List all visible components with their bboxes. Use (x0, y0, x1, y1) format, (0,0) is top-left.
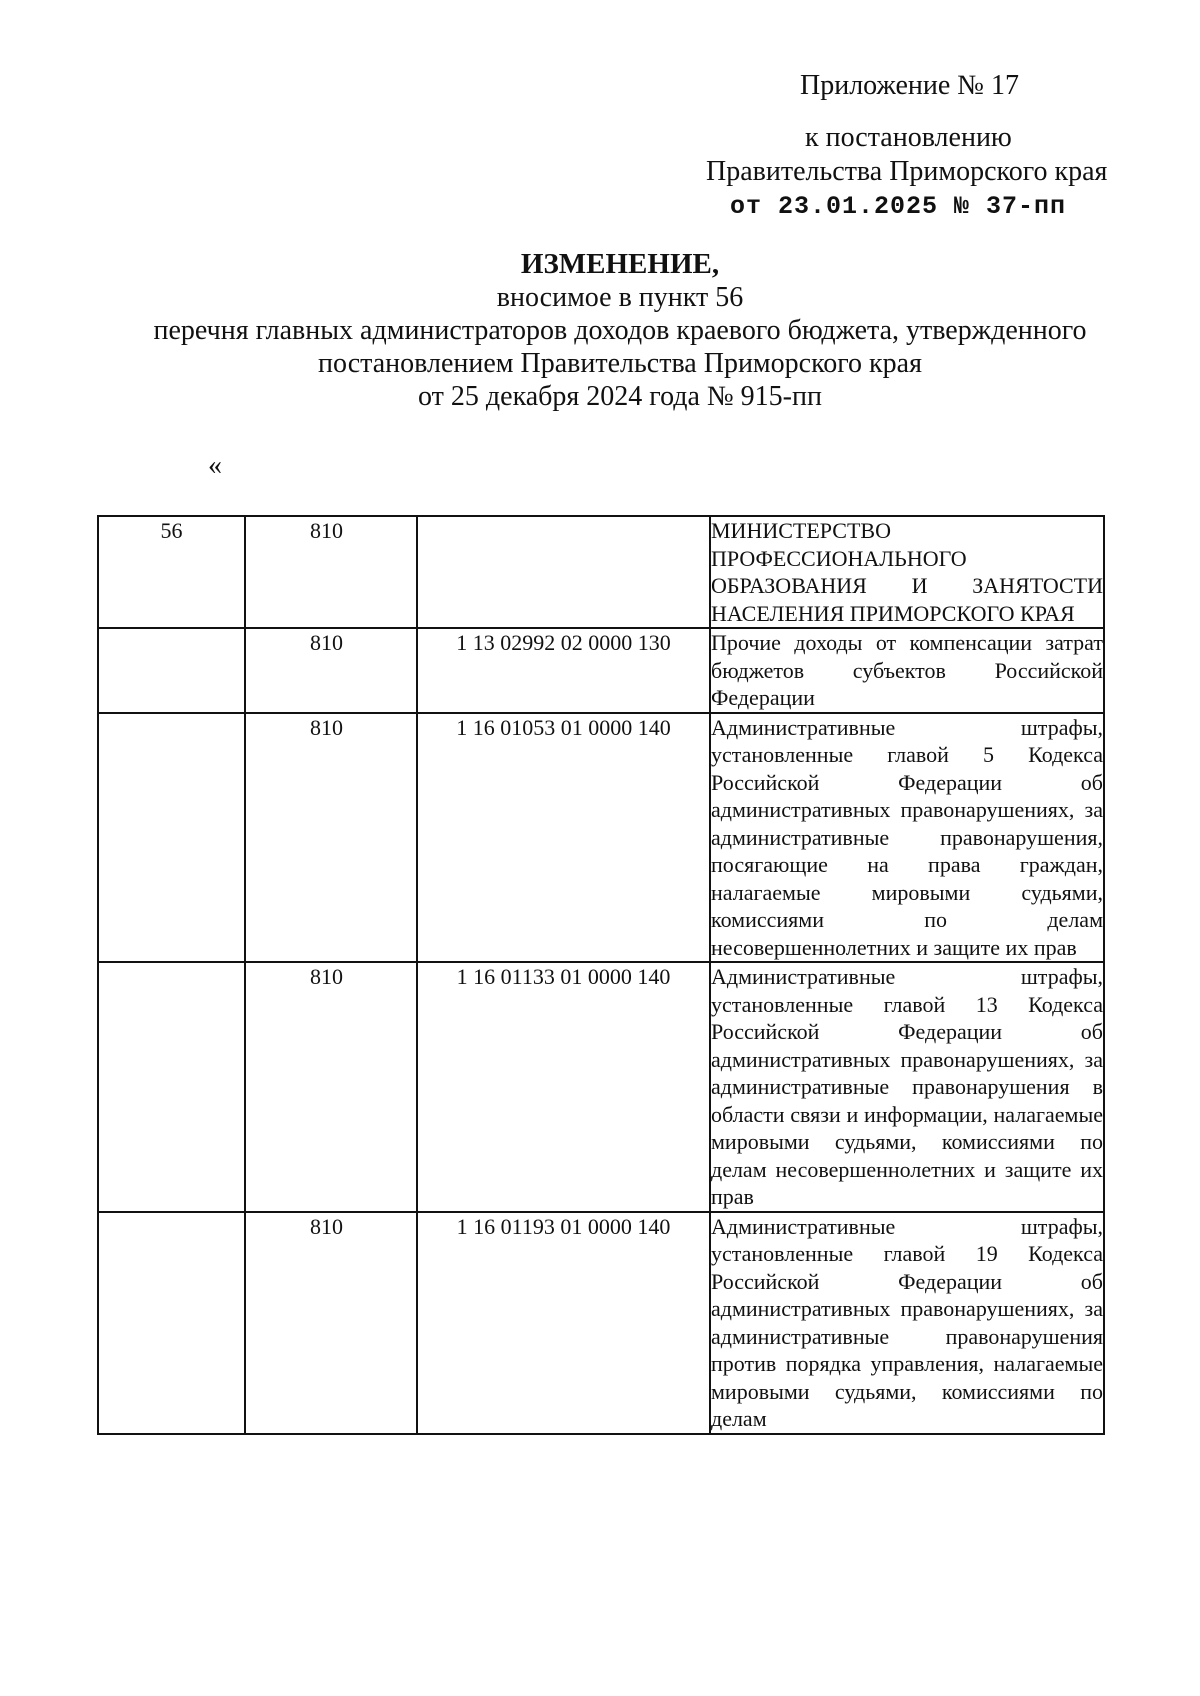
cell-description: Прочие доходы от компенсации затрат бюджетов субъектов Российской Федерации (710, 628, 1104, 713)
decree-number: от 23.01.2025 № 37-пп (730, 192, 1067, 221)
cell-administrator-code: 810 (245, 962, 417, 1212)
document-title: ИЗМЕНЕНИЕ, (520, 248, 720, 280)
cell-revenue-code: 1 16 01133 01 0000 140 (417, 962, 710, 1212)
table-row (98, 516, 1104, 628)
cell-administrator-code: 810 (245, 713, 417, 963)
cell-revenue-code: 1 16 01053 01 0000 140 (417, 713, 710, 963)
cell-item-number (98, 962, 245, 1212)
heading-line-1: вносимое в пункт 56 (496, 282, 744, 313)
heading-line-4: от 25 декабря 2024 года № 915-пп (418, 381, 822, 412)
cell-description: Административные штрафы, установленные главой 19 Кодекса Российской Федерации об административных правонарушениях, за административные правонарушения против порядка управления, налагаемые мировыми судьями, комиссиями по делам (710, 1212, 1104, 1434)
opening-quote-mark: « (208, 450, 222, 481)
cell-administrator-code: 810 (245, 628, 417, 713)
appendix-label: Приложение № 17 (800, 70, 1019, 101)
cell-description: Административные штрафы, установленные главой 13 Кодекса Российской Федерации об административных правонарушениях, за административные правонарушения в области связи и информации, налагаемые мировыми судьями, комиссиями по делам несовершеннолетних и защите их прав (710, 962, 1104, 1212)
decree-reference-line: к постановлению (805, 122, 1012, 153)
cell-administrator-code: 810 (245, 1212, 417, 1434)
cell-item-number: 56 (98, 516, 245, 628)
cell-revenue-code (417, 516, 710, 628)
heading-line-2: перечня главных администраторов доходов краевого бюджета, утвержденного (153, 315, 1087, 346)
cell-revenue-code: 1 16 01193 01 0000 140 (417, 1212, 710, 1434)
revenue-administrators-table (97, 515, 1105, 1435)
table-row (98, 962, 1104, 1212)
table-row (98, 1212, 1104, 1434)
heading-line-3: постановлением Правительства Приморского края (318, 348, 922, 379)
government-line: Правительства Приморского края (706, 156, 1108, 187)
document-heading (0, 248, 1200, 413)
cell-administrator-code: 810 (245, 516, 417, 628)
cell-description: Административные штрафы, установленные главой 5 Кодекса Российской Федерации об административных правонарушениях, за административные правонарушения, посягающие на права граждан, налагаемые мировыми судьями, комиссиями по делам несовершеннолетних и защите их прав (710, 713, 1104, 963)
cell-item-number (98, 1212, 245, 1434)
cell-revenue-code: 1 13 02992 02 0000 130 (417, 628, 710, 713)
table-row (98, 713, 1104, 963)
cell-description: МИНИСТЕРСТВО ПРОФЕССИОНАЛЬНОГО ОБРАЗОВАНИЯ И ЗАНЯТОСТИ НАСЕЛЕНИЯ ПРИМОРСКОГО КРАЯ (710, 516, 1104, 628)
cell-item-number (98, 628, 245, 713)
cell-item-number (98, 713, 245, 963)
table-row (98, 628, 1104, 713)
